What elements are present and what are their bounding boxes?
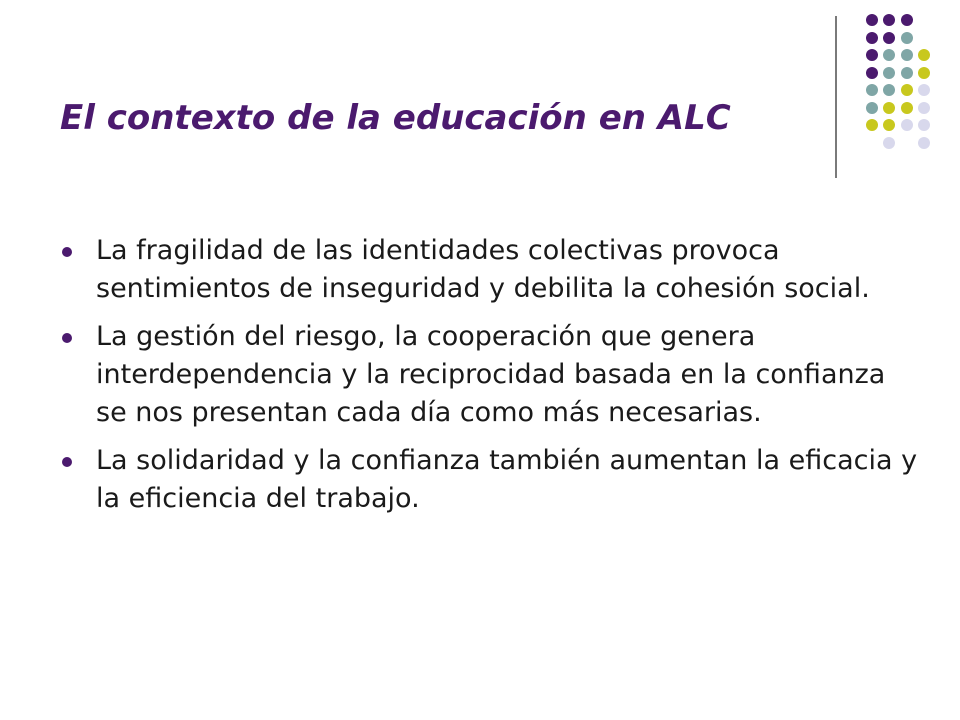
slide-title: El contexto de la educación en ALC <box>60 98 731 138</box>
bullet-list <box>60 232 920 528</box>
decorative-dot <box>866 119 878 131</box>
decorative-dot <box>918 49 930 61</box>
decorative-dot <box>866 102 878 114</box>
decorative-dot <box>866 14 878 26</box>
bullet-text: La gestión del riesgo, la cooperación que genera interdependencia y la reciprocidad basada en la confianza se nos presentan cada día como más necesarias. <box>96 321 886 428</box>
decorative-dot <box>883 67 895 79</box>
decorative-dot <box>918 119 930 131</box>
decorative-dot <box>901 32 913 44</box>
decorative-dot <box>866 49 878 61</box>
bullet-item <box>60 232 920 308</box>
decorative-dot <box>883 119 895 131</box>
decorative-dot <box>866 32 878 44</box>
decorative-dot <box>918 84 930 96</box>
bullet-icon <box>62 247 72 257</box>
decorative-dot <box>883 14 895 26</box>
bullet-icon <box>62 457 72 467</box>
decorative-dot <box>883 32 895 44</box>
bullet-text: La fragilidad de las identidades colectivas provoca sentimientos de inseguridad y debilita la cohesión social. <box>96 235 870 304</box>
decorative-dot <box>866 67 878 79</box>
decorative-dot-grid <box>848 14 948 154</box>
bullet-icon <box>62 333 72 343</box>
decorative-dot <box>901 84 913 96</box>
bullet-item <box>60 318 920 432</box>
bullet-text: La solidaridad y la confianza también aumentan la eficacia y la eficiencia del trabajo. <box>96 445 918 514</box>
decorative-dot <box>918 137 930 149</box>
decorative-dot <box>883 84 895 96</box>
decorative-dot <box>901 102 913 114</box>
decorative-dot <box>901 67 913 79</box>
decorative-dot <box>901 14 913 26</box>
decorative-dot <box>918 67 930 79</box>
decorative-dot <box>866 84 878 96</box>
decorative-dot <box>901 119 913 131</box>
decorative-dot <box>918 102 930 114</box>
bullet-item <box>60 442 920 518</box>
decorative-dot <box>901 49 913 61</box>
decorative-dot <box>883 102 895 114</box>
title-divider-line <box>835 16 837 178</box>
decorative-dot <box>883 49 895 61</box>
decorative-dot <box>883 137 895 149</box>
